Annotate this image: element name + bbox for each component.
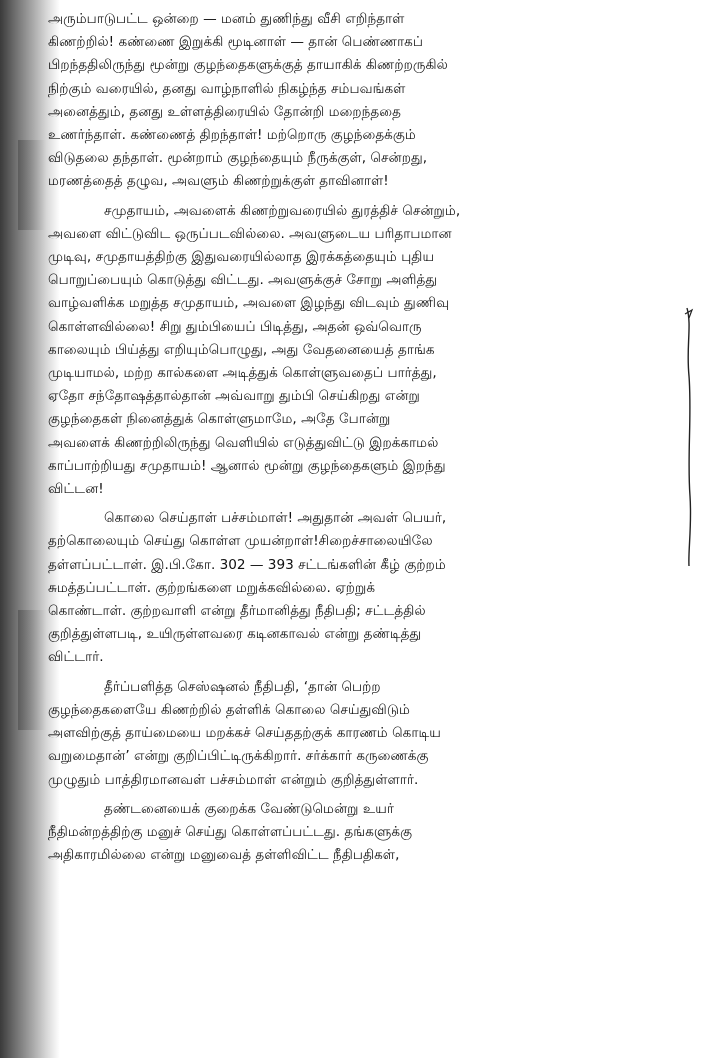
text-line: கொண்டாள். குற்றவாளி என்று தீர்மானித்து நீதிபதி; சட்டத்தில்	[48, 603, 426, 620]
text-line: ஏதோ சந்தோஷத்தால்தான் அவ்வாறு தும்பி செய்கிறது என்று	[48, 388, 420, 405]
text-line: விட்டார்.	[48, 649, 104, 666]
text-line: குழந்தைகள் நினைத்துக் கொள்ளுமாமே, அதே போன்று	[48, 411, 391, 428]
text-line: அரும்பாடுபட்ட ஒன்றை — மனம் துணிந்து வீசி எறிந்தாள்	[48, 11, 405, 27]
text-line: பொறுப்பையும் கொடுத்து விட்டது. அவளுக்குச் சோறு அளித்து	[48, 272, 438, 289]
text-line: வறுமைதான்’ என்று குறிப்பிட்டிருக்கிறார். சர்க்கார் கருணைக்கு	[48, 748, 429, 765]
text-line: அதிகாரமில்லை என்று மனுவைத் தள்ளிவிட்ட நீதிபதிகள்,	[48, 847, 400, 864]
paragraph	[48, 676, 700, 792]
text-line: அவளை விட்டுவிட ஒருப்படவில்லை. அவளுடைய பரிதாபமான	[48, 225, 452, 242]
text-line: அவளைக் கிணற்றிலிருந்து வெளியில் எடுத்துவிட்டு இறக்காமல்	[48, 434, 439, 451]
scan-artifact	[18, 140, 46, 230]
text-line: மரணத்தைத் தழுவ, அவளும் கிணற்றுக்குள் தாவினாள்!	[48, 173, 389, 190]
text-line: தற்கொலையும் செய்து கொள்ள முயன்றாள்!சிறைச்சாலையிலே	[48, 533, 433, 550]
margin-bracket-mark	[683, 306, 697, 568]
text-line: நீதிமன்றத்திற்கு மனுச் செய்து கொள்ளப்பட்டது. தங்களுக்கு	[48, 823, 413, 840]
text-line: நிற்கும் வரையில், தனது வாழ்நாளில் நிகழ்ந்த சம்பவங்கள்	[48, 80, 406, 97]
text-line: பிறந்ததிலிருந்து மூன்று குழந்தைகளுக்குத் தாயாகிக் கிணற்றருகில்	[48, 57, 448, 74]
text-line: தண்டனையைக் குறைக்க வேண்டுமென்று உயர்	[104, 800, 394, 817]
paragraph	[48, 8, 700, 194]
text-line: கொள்ளவில்லை! சிறு தும்பியைப் பிடித்து, அதன் ஒவ்வொரு	[48, 318, 422, 335]
text-line: காப்பாற்றியது சமுதாயம்! ஆனால் மூன்று குழந்தைகளும் இறந்து	[48, 457, 446, 474]
text-line: முழுதும் பாத்திரமானவள் பச்சம்மாள் என்றும் குறித்துள்ளார்.	[48, 771, 419, 788]
paragraph	[48, 200, 700, 502]
text-line: உணர்ந்தாள். கண்ணைத் திறந்தாள்! மற்றொரு குழந்தைக்கும்	[48, 127, 416, 144]
text-line: விட்டன!	[48, 481, 104, 498]
scan-artifact	[18, 610, 46, 730]
text-line: வாழ்வளிக்க மறுத்த சமுதாயம், அவளை இழந்து விடவும் துணிவு	[48, 295, 450, 312]
text-line: காலையும் பிய்த்து எறியும்பொழுது, அது வேதனையைத் தாங்க	[48, 341, 435, 358]
text-line: அனைத்தும், தனது உள்ளத்திரையில் தோன்றி மறைந்ததை	[48, 103, 401, 120]
body-text	[48, 8, 700, 873]
text-line: முடிவு, சமுதாயத்திற்கு இதுவரையில்லாத இரக்கத்தையும் புதிய	[48, 249, 435, 266]
text-line: அளவிற்குத் தாய்மையை மறக்கச் செய்ததற்குக் காரணம் கொடிய	[48, 725, 441, 742]
text-line: தள்ளப்பட்டாள். இ.பி.கோ. 302 — 393 சட்டங்களின் கீழ் குற்றம்	[48, 556, 446, 573]
text-line: கிணற்றில்! கண்ணை இறுக்கி மூடினாள் — தான் பெண்ணாகப்	[48, 34, 423, 51]
text-line: குறித்துள்ளபடி, உயிருள்ளவரை கடினகாவல் என்று தண்டித்து	[48, 626, 422, 643]
text-line: விடுதலை தந்தாள். மூன்றாம் குழந்தையும் நீருக்குள், சென்றது,	[48, 150, 428, 167]
paragraph	[48, 507, 700, 669]
text-line: குழந்தைகளையே கிணற்றில் தள்ளிக் கொலை செய்துவிடும்	[48, 701, 410, 718]
paragraph	[48, 798, 700, 868]
text-line: சமுதாயம், அவளைக் கிணற்றுவரையில் துரத்திச் சென்றும்,	[104, 202, 461, 219]
text-line: சுமத்தப்பட்டாள். குற்றங்களை மறுக்கவில்லை. ஏற்றுக்	[48, 579, 376, 596]
text-line: தீர்ப்பளித்த செஸ்ஷனல் நீதிபதி, ‘தான் பெற்ற	[104, 678, 381, 695]
text-line: கொலை செய்தாள் பச்சம்மாள்! அதுதான் அவள் பெயர்,	[104, 510, 447, 527]
text-line: முடியாமல், மற்ற கால்களை அடித்துக் கொள்ளுவதைப் பார்த்து,	[48, 365, 437, 382]
